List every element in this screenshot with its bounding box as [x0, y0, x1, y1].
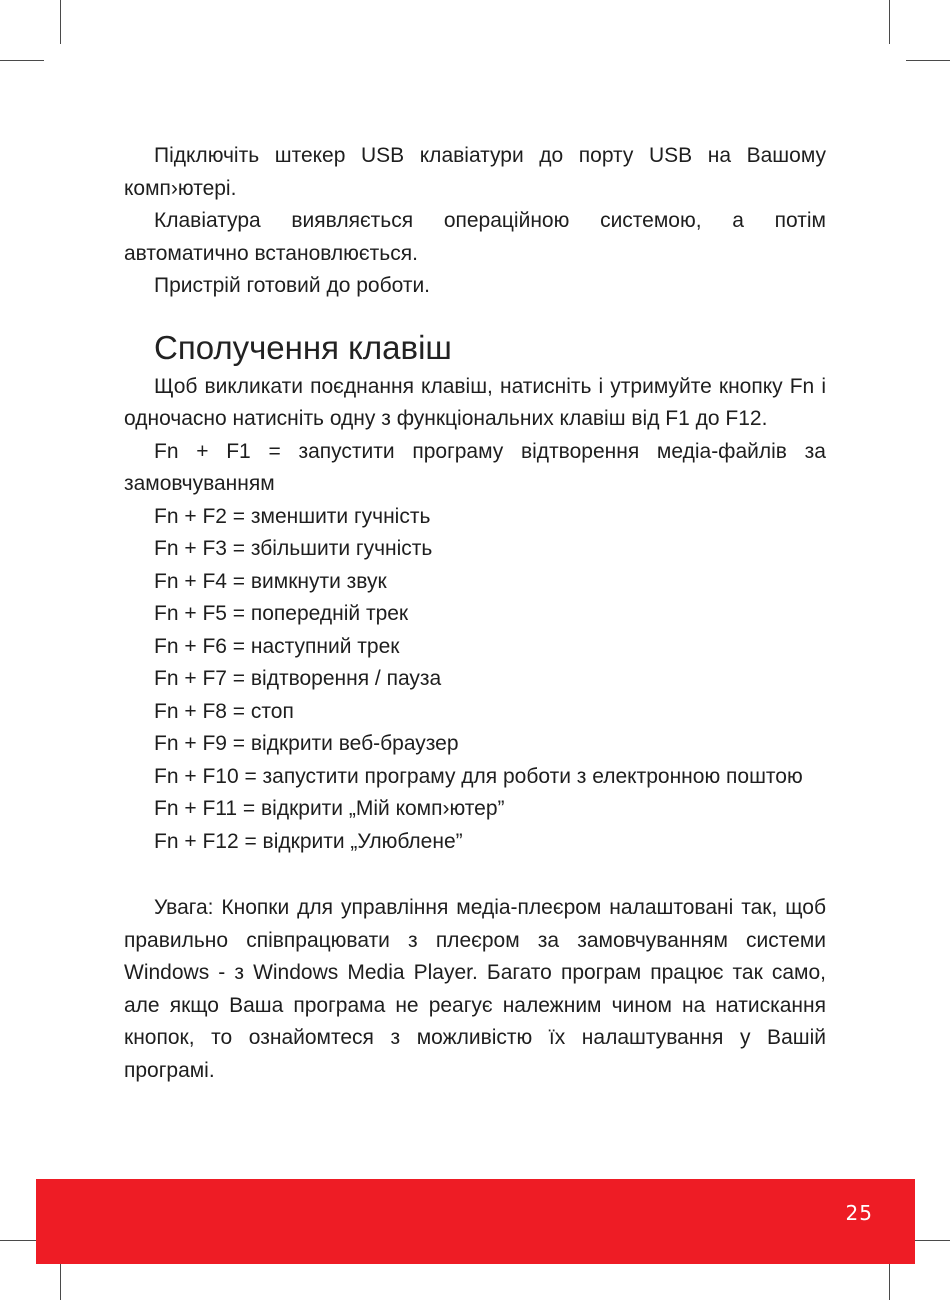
- shortcut-item-f11: Fn + F11 = відкрити „Мій комп›ютер”: [154, 797, 505, 820]
- crop-mark-top-right-vertical: [889, 0, 890, 44]
- note-paragraph: Увага: Кнопки для управління медіа-плеєром налаштовані так, щоб правильно співпрацювати з плеєром за замовчуванням системи Windows - з Windows Media Player. Багато програм працює так само, але якщо Ваша програма не реагує належним чином на натискання кнопок, то ознайомтеся з можливістю їх налаштування у Вашій програмі.: [124, 896, 826, 1082]
- shortcut-item-f7: Fn + F7 = відтворення / пауза: [154, 667, 442, 690]
- shortcut-item-f8: Fn + F8 = стоп: [154, 699, 294, 723]
- intro-paragraph-connect: Підключіть штекер USB клавіатури до порту USB на Вашому комп›ютері.: [124, 144, 826, 200]
- footer-band: [36, 1179, 915, 1264]
- shortcut-item-f6: Fn + F6 = наступний трек: [154, 634, 400, 658]
- page-content: [124, 140, 826, 1087]
- shortcut-item-f3: Fn + F3 = збільшити гучність: [154, 537, 433, 560]
- shortcut-item-f5: Fn + F5 = попередній трек: [154, 602, 409, 625]
- section-description: Щоб викликати поєднання клавіш, натисніть і утримуйте кнопку Fn і одночасно натисніть одну з функціональних клавіш від F1 до F12.: [124, 374, 826, 430]
- intro-paragraph-detect: Клавіатура виявляється операційною системою, а потім автоматично встановлюється.: [124, 209, 826, 265]
- page-number: 25: [845, 1201, 873, 1225]
- intro-paragraph-ready: Пристрій готовий до роботи.: [154, 274, 431, 297]
- shortcut-list: [124, 436, 826, 859]
- shortcut-item-f1: Fn + F1 = запустити програму відтворення медіа-файлів за замовчуванням: [124, 439, 826, 495]
- shortcut-item-f2: Fn + F2 = зменшити гучність: [154, 504, 431, 528]
- crop-mark-top-right-horizontal: [906, 60, 950, 61]
- crop-mark-top-left-horizontal: [0, 60, 44, 61]
- shortcut-item-f10: Fn + F10 = запустити програму для роботи з електронною поштою: [154, 764, 803, 788]
- shortcut-item-f9: Fn + F9 = відкрити веб-браузер: [154, 732, 459, 755]
- shortcut-item-f4: Fn + F4 = вимкнути звук: [154, 569, 387, 593]
- shortcut-item-f12: Fn + F12 = відкрити „Улюблене”: [154, 829, 463, 853]
- crop-mark-top-left-vertical: [60, 0, 61, 44]
- spacer: [124, 858, 826, 892]
- section-title: Сполучення клавіш: [154, 328, 452, 366]
